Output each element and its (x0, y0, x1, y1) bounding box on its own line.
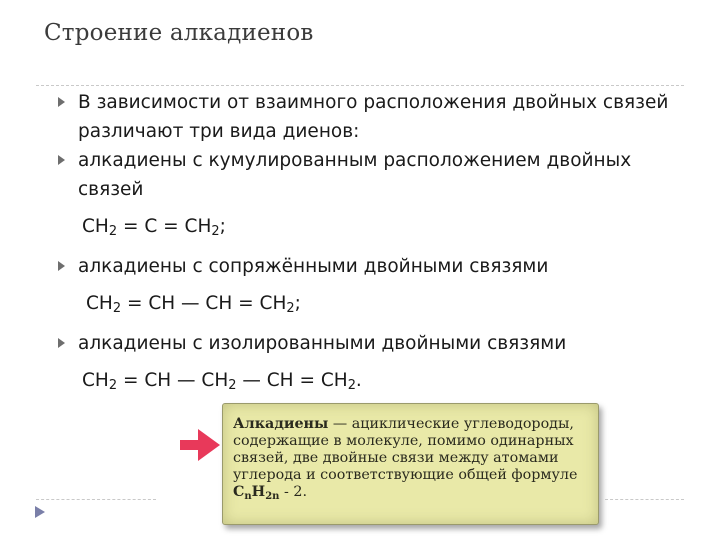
definition-text: Алкадиены — ациклические углеводороды, содержащие в молекуле, помимо одинарных связей, две двойные связи между атомами углерода и соответствующие общей формуле $C_nH_{2n} - 2$. (233, 416, 578, 502)
bullet-list (58, 88, 698, 406)
bullet-arrow-icon (58, 261, 65, 271)
bullet-text: алкадиены с кумулированным расположением двойных связей (78, 150, 632, 200)
list-item (58, 88, 698, 146)
formula-isolated: $CH_2$ = CH — $CH_2$ — CH = $CH_2$. (82, 370, 362, 393)
nav-arrow-icon[interactable] (33, 505, 47, 519)
bullet-arrow-icon (58, 97, 65, 107)
list-item (58, 252, 698, 281)
pointer-arrow-icon (178, 425, 222, 465)
list-item (58, 146, 698, 204)
bullet-text: В зависимости от взаимного расположения двойных связей различают три вида диенов: (78, 92, 669, 142)
definition-card (222, 403, 599, 525)
formula-conjugated: $CH_2$ = CH — CH = $CH_2$; (86, 293, 301, 316)
list-item (58, 329, 698, 358)
slide-title: Строение алкадиенов (44, 20, 314, 46)
bullet-arrow-icon (58, 155, 65, 165)
formula-cumulated: $CH_2 = C = CH_2$; (82, 216, 226, 239)
title-divider (36, 85, 684, 86)
footer-divider-right (605, 499, 684, 500)
bullet-text: алкадиены с сопряжёнными двойными связями (78, 256, 549, 277)
bullet-text: алкадиены с изолированными двойными связями (78, 333, 567, 354)
definition-term: Алкадиены (233, 416, 329, 432)
footer-divider-left (36, 499, 156, 500)
bullet-arrow-icon (58, 338, 65, 348)
